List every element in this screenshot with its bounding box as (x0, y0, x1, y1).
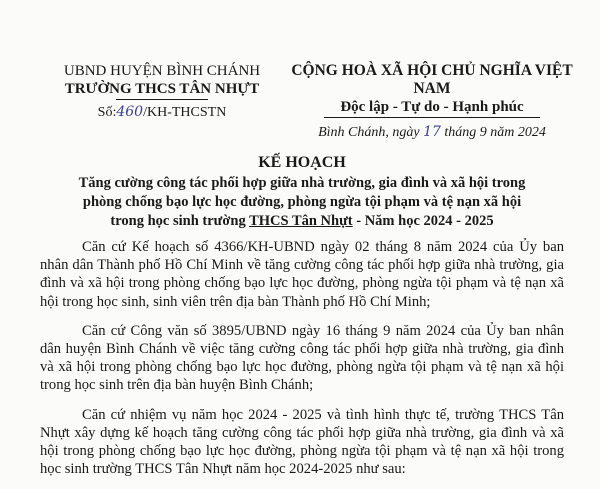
place-and-date (282, 123, 582, 142)
title-line-3-suffix: - Năm học 2024 - 2025 (356, 213, 494, 229)
date-prefix: Bình Chánh, ngày (318, 125, 420, 140)
document-number-handwritten: 460 (116, 104, 144, 120)
document-number (62, 103, 262, 122)
motto-underline (324, 117, 540, 118)
school-name: TRƯỜNG THCS TÂN NHỰT (64, 81, 260, 97)
title-line-3 (40, 212, 564, 231)
national-motto: Độc lập - Tự do - Hạnh phúc (340, 99, 524, 115)
document-number-prefix: Số: (97, 105, 117, 120)
document-body (40, 238, 564, 489)
school-name-underline (116, 99, 208, 100)
national-header (282, 62, 582, 142)
paragraph-legal-basis-1: Căn cứ Kế hoạch số 4366/KH-UBND ngày 02 tháng 8 năm 2024 của Ủy ban nhân dân Thành phố Hồ Chí Minh về tăng cường công tác phối hợp giữa nhà trường, gia đình và xã hội trong phòng chống bạo lực học đường, phòng ngừa tội phạm và tệ nạn xã hội trong học sinh, sinh viên trên địa bàn Thành phố Hồ Chí Minh; (40, 239, 564, 310)
title-main: KẾ HOẠCH (258, 154, 346, 171)
title-line-3-prefix: trong học sinh trường (110, 213, 246, 229)
date-day-handwritten: 17 (423, 124, 441, 140)
title-school-name: THCS Tân Nhựt (249, 213, 353, 229)
title-line-1: Tăng cường công tác phối hợp giữa nhà trường, gia đình và xã hội trong (78, 175, 526, 191)
country-name: CỘNG HOÀ XÃ HỘI CHỦ NGHĨA VIỆT NAM (291, 62, 573, 97)
document-title (40, 152, 564, 231)
title-line-2: phòng chống bạo lực học đường, phòng ngừa tội phạm và tệ nạn xã hội (82, 194, 522, 210)
date-suffix: tháng 9 năm 2024 (444, 125, 546, 140)
issuer-header (62, 62, 262, 122)
document-number-suffix: /KH-THCSTN (143, 105, 227, 120)
district-committee-name: UBND HUYỆN BÌNH CHÁNH (63, 63, 261, 79)
paragraph-legal-basis-3: Căn cứ nhiệm vụ năm học 2024 - 2025 và tình hình thực tế, trường THCS Tân Nhựt xây dựng kế hoạch tăng cường công tác phối hợp giữa nhà trường, gia đình và xã hội trong phòng chống bạo lực học đường, phòng ngừa tội phạm và tệ nạn xã hội trong học sinh trường THCS Tân Nhựt năm học 2024-2025 như sau: (40, 406, 564, 478)
paragraph-legal-basis-2: Căn cứ Công văn số 3895/UBND ngày 16 tháng 9 năm 2024 của Ủy ban nhân dân huyện Bình Chánh về việc tăng cường công tác phối hợp giữa nhà trường, gia đình và xã hội trong phòng chống bạo lực học đường, phòng ngừa tội phạm và tệ nạn xã hội trong học sinh trên địa bàn huyện Bình Chánh; (40, 322, 564, 394)
